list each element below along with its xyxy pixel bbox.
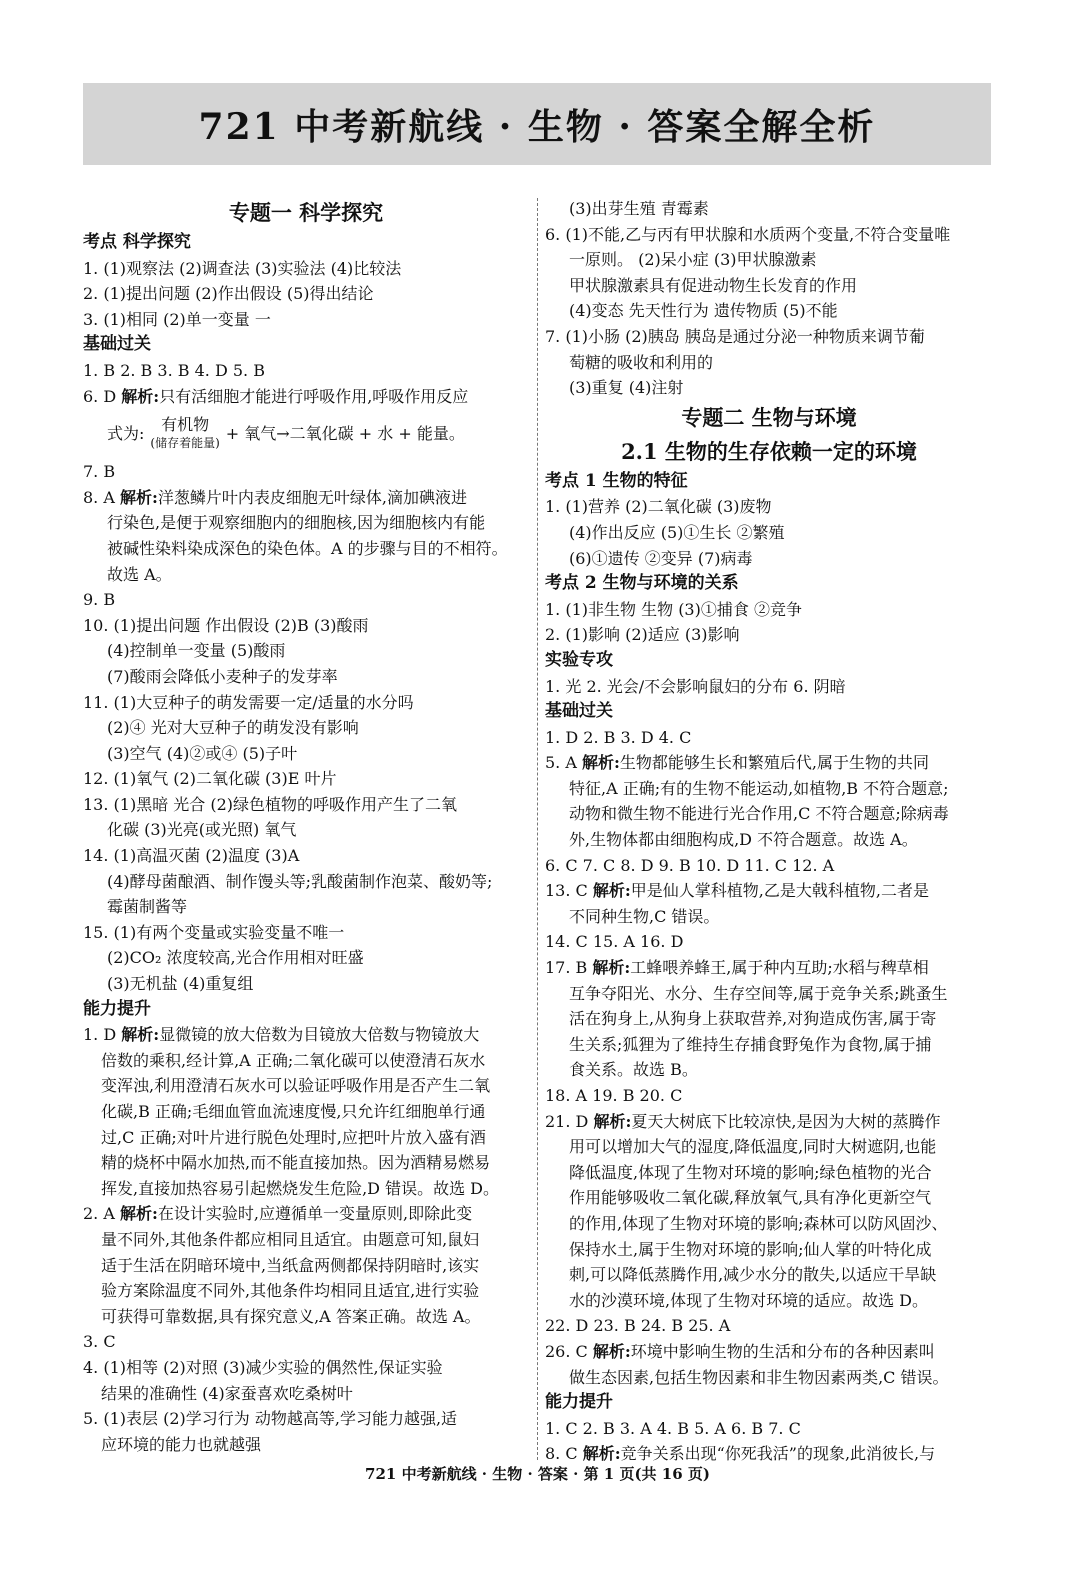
answer-line: 2. (1)影响 (2)适应 (3)影响 xyxy=(545,625,740,645)
answer-line: 1. C 2. B 3. A 4. B 5. A 6. B 7. C xyxy=(545,1418,801,1438)
answer-line: 5. (1)表层 (2)学习行为 动物越高等,学习能力越强,适 xyxy=(83,1409,458,1429)
answer-line: 18. A 19. B 20. C xyxy=(545,1086,683,1105)
answer-line: 3. C xyxy=(83,1332,116,1352)
answer-item: 8. C 解析:竞争关系出现“你死我活”的现象,此消彼长,与 xyxy=(545,1444,936,1464)
section-heading: 基础过关 xyxy=(545,701,613,722)
answer-line: 11. (1)大豆种子的萌发需要一定/适量的水分吗 xyxy=(83,692,414,712)
answer-line: 1. D 2. B 3. D 4. C xyxy=(545,727,692,747)
answer-line: 1. (1)营养 (2)二氧化碳 (3)废物 xyxy=(545,497,772,517)
analysis-label: 解析: xyxy=(592,1341,631,1361)
title-banner xyxy=(83,83,991,165)
answer-item xyxy=(83,384,529,410)
section-heading: 实验专攻 xyxy=(545,649,613,670)
answer-item: 13. C 解析:甲是仙人掌科植物,乙是大戟科植物,二者是 xyxy=(545,881,929,901)
answer-line: 12. (1)氧气 (2)二氧化碳 (3)E 叶片 xyxy=(83,769,337,789)
analysis-label: 解析: xyxy=(582,1444,621,1464)
answer-line: 9. B xyxy=(83,590,116,610)
right-column: (3)出芽生殖 青霉素 6. (1)不能,乙与丙有甲状腺和水质两个变量,不符合变量唯 一原则。 (2)呆小症 (3)甲状腺激素 甲状腺激素具有促进动物生长发育的作用 (4)变态 先天性行为 遗传物质 (5)不能 7. (1)小肠 (2)胰岛 胰岛是通过分泌一种物质来调节葡 萄糖的吸收和利用的 (3)重复 (4)注射 专题二 生物与环境 2.1 生物的生存依赖一定的环境 考点 1 生物的特征 1. (1)营养 (2)二氧化碳 (3)废物 (4)作出反应 (5)①生长 ②繁殖 (6)①遗传 ②变异 (7)病毒 考点 2 生物与环境的关系 1. (1)非生物 生物 (3)①捕食 ②竞争 2. (1)影响 (2)适应 (3)影响 实验专攻 1. 光 2. 光会/不会影响鼠妇的分布 6. 阴暗 基础过关 1. D 2. B 3. D 4. C 5. A 解析:生物都能够生长和繁殖后代,属于生物的共同 特征,A 正确;有的生物不能运动,如植物,B 不符合题意; 动物和微生物不能进行光合作用,C 不符合题意;除病毒 外,生物体都由细胞构成,D 不符合题意。故选 A。 6. C 7. C 8. D 9. B 10. D 11. C 12. A 13. C 解析:甲是仙人掌科植物,乙是大戟科植物,二者是 不同种生物,C 错误。 14. C 15. A 16. D 17. B 解析:工蜂喂养蜂王,属于种内互助;水稻与稗草相 互争夺阳光、水分、生存空间等,属于竞争关系;跳蚤生 活在狗身上,从狗身上获取营养,对狗造成伤害,属于寄 生关系;狐狸为了维持生存捕食野兔作为食物,属于捕 食关系。故选 B。 18. A 19. B 20. C 21. D 解析:夏天大树底下比较凉快,是因为大树的蒸腾作 用可以增加大气的湿度,降低温度,同时大树遮阴,也能 降低温度,体现了生物对环境的影响;绿色植物的光合 作用能够吸收二氧化碳,释放氧气,具有净化更新空气 的作用,体现了生物对环境的影响;森林可以防风固沙、 保持水土,属于生物对环境的影响;仙人掌的叶特化成 刺,可以降低蒸腾作用,减少水分的散失,以适应干旱缺 水的沙漠环境,体现了生物对环境的适应。故选 D。 22. D 23. B 24. B 25. A 26. C 解析:环境中影响生物的生活和分布的各种因素叫 做生态因素,包括生物因素和非生物因素两类,C 错误。 能力提升 1. C 2. B 3. A 4. B 5. A 6. B 7. C 8. C 解析:竞争关系出现“你死我活”的现象,此消彼长,与 xyxy=(545,196,993,1467)
analysis-label: 解析: xyxy=(121,1025,160,1045)
analysis-label: 解析: xyxy=(592,881,631,901)
page-footer: 721 中考新航线 · 生物 · 答案 · 第 1 页(共 16 页) xyxy=(365,1465,710,1483)
analysis-label: 解析: xyxy=(592,958,631,978)
answer-line: 10. (1)提出问题 作出假设 (2)B (3)酸雨 xyxy=(83,615,369,635)
analysis-text: 只有活细胞才能进行呼吸作用,呼吸作用反应 xyxy=(159,386,469,406)
answer-line: 14. C 15. A 16. D xyxy=(545,932,684,952)
answer-item: 26. C 解析:环境中影响生物的生活和分布的各种因素叫 xyxy=(545,1341,935,1361)
respiration-formula: 式为: 有机物 (储存着能量) + 氧气→二氧化碳 + 水 + 能量。 xyxy=(107,415,465,451)
analysis-label: 解析: xyxy=(593,1111,632,1131)
answer-item: 2. A 解析:在设计实验时,应遵循单一变量原则,即除此变 xyxy=(83,1204,473,1224)
answer-line: 14. (1)高温灭菌 (2)温度 (3)A xyxy=(83,846,300,866)
section-heading: 能力提升 xyxy=(83,998,151,1019)
answer-item: 8. A 解析:洋葱鳞片叶内表皮细胞无叶绿体,滴加碘液进 xyxy=(83,487,468,507)
subsection-heading: 2.1 生物的生存依赖一定的环境 xyxy=(621,438,917,464)
section-heading: 考点 1 生物的特征 xyxy=(545,470,688,491)
section-heading: 考点 科学探究 xyxy=(83,232,191,252)
analysis-label: 解析: xyxy=(120,1204,158,1224)
answer-number: 6. D xyxy=(83,386,122,406)
section-heading: 考点 2 生物与环境的关系 xyxy=(545,573,739,594)
answer-line: 1. 光 2. 光会/不会影响鼠妇的分布 6. 阴暗 xyxy=(545,676,846,696)
answer-line: 2. (1)提出问题 (2)作出假设 (5)得出结论 xyxy=(83,284,374,304)
column-divider xyxy=(537,198,538,1460)
answer-item: 21. D 解析:夏天大树底下比较凉快,是因为大树的蒸腾作 xyxy=(545,1111,941,1131)
answer-line: 1. B 2. B 3. B 4. D 5. B xyxy=(83,360,265,380)
section-heading: 基础过关 xyxy=(83,334,151,355)
answer-line: 6. C 7. C 8. D 9. B 10. D 11. C 12. A xyxy=(545,855,835,875)
answer-line: 6. (1)不能,乙与丙有甲状腺和水质两个变量,不符合变量唯 xyxy=(545,224,951,244)
answer-line: 13. (1)黑暗 光合 (2)绿色植物的呼吸作用产生了二氧 xyxy=(83,794,458,814)
page-title: 721 中考新航线 · 生物 · 答案全解全析 xyxy=(198,105,876,148)
left-column: 专题一 科学探究 考点 科学探究 1. (1)观察法 (2)调查法 (3)实验法 (4)比较法 2. (1)提出问题 (2)作出假设 (5)得出结论 3. (1)相同 (2)单一变量 一 基础过关 1. B 2. B 3. B 4. D 5. B 6. D 解析:只有活细胞才能进行呼吸作用,呼吸作用反应 式为: 有机物 (储存着能量) + 氧气→二氧化碳 + 水 + 能量。 7. B 8. A 解析:洋葱鳞片叶内表皮细胞无叶绿体,滴加碘液进 行染色,是便于观察细胞内的细胞核,因为细胞核内有能 被碱性染料染成深色的染色体。A 的步骤与目的不相符。 故选 A。 9. B 10. (1)提出问题 作出假设 (2)B (3)酸雨 (4)控制单一变量 (5)酸雨 (7)酸雨会降低小麦种子的发芽率 11. (1)大豆种子的萌发需要一定/适量的水分吗 (2)④ 光对大豆种子的萌发没有影响 (3)空气 (4)②或④ (5)子叶 12. (1)氧气 (2)二氧化碳 (3)E 叶片 13. (1)黑暗 光合 (2)绿色植物的呼吸作用产生了二氧 化碳 (3)光亮(或光照) 氧气 14. (1)高温灭菌 (2)温度 (3)A (4)酵母菌酿酒、制作馒头等;乳酸菌制作泡菜、酸奶等; 霉菌制酱等 15. (1)有两个变量或实验变量不唯一 (2)CO₂ 浓度较高,光合作用相对旺盛 (3)无机盐 (4)重复组 能力提升 1. D 解析:显微镜的放大倍数为目镜放大倍数与物镜放大 倍数的乘积,经计算,A 正确;二氧化碳可以使澄清石灰水 变浑浊,利用澄清石灰水可以验证呼吸作用是否产生二氧 化碳,B 正确;毛细血管血流速度慢,只允许红细胞单行通 过,C 正确;对叶片进行脱色处理时,应把叶片放入盛有酒 精的烧杯中隔水加热,而不能直接加热。因为酒精易燃易 挥发,直接加热容易引起燃烧发生危险,D 错误。故选 D。 2. A 解析:在设计实验时,应遵循单一变量原则,即除此变 量不同外,其他条件都应相同且适宜。由题意可知,鼠妇 适于生活在阴暗环境中,当纸盒两侧都保持阴暗时,该实 验方案除温度不同外,其他条件均相同且适宜,进行实验 可获得可靠数据,具有探究意义,A 答案正确。故选 A。 3. C 4. (1)相等 (2)对照 (3)减少实验的偶然性,保证实验 结果的准确性 (4)家蚕喜欢吃桑树叶 5. (1)表层 (2)学习行为 动物越高等,学习能力越强,适 应环境的能力也就越强 xyxy=(83,196,529,1457)
analysis-label: 解析: xyxy=(120,487,158,507)
answer-item: 5. A 解析:生物都能够生长和繁殖后代,属于生物的共同 xyxy=(545,753,930,773)
answer-line: 7. (1)小肠 (2)胰岛 胰岛是通过分泌一种物质来调节葡 xyxy=(545,326,925,346)
answer-line: 15. (1)有两个变量或实验变量不唯一 xyxy=(83,922,345,942)
analysis-label: 解析: xyxy=(121,386,160,406)
answer-line: 7. B xyxy=(83,462,116,482)
answer-line: 1. (1)观察法 (2)调查法 (3)实验法 (4)比较法 xyxy=(83,258,402,278)
answer-line: 3. (1)相同 (2)单一变量 一 xyxy=(83,309,271,329)
answer-line: 22. D 23. B 24. B 25. A xyxy=(545,1316,731,1336)
answer-line: 4. (1)相等 (2)对照 (3)减少实验的偶然性,保证实验 xyxy=(83,1357,443,1377)
answer-line: 1. (1)非生物 生物 (3)①捕食 ②竞争 xyxy=(545,599,802,619)
topic-heading: 专题二 生物与环境 xyxy=(681,404,857,430)
topic-heading: 专题一 科学探究 xyxy=(228,200,384,225)
answer-item: 17. B 解析:工蜂喂养蜂王,属于种内互助;水稻与稗草相 xyxy=(545,958,929,978)
analysis-label: 解析: xyxy=(582,753,620,773)
section-heading: 能力提升 xyxy=(545,1392,613,1413)
answer-item: 1. D 解析:显微镜的放大倍数为目镜放大倍数与物镜放大 xyxy=(83,1025,480,1045)
